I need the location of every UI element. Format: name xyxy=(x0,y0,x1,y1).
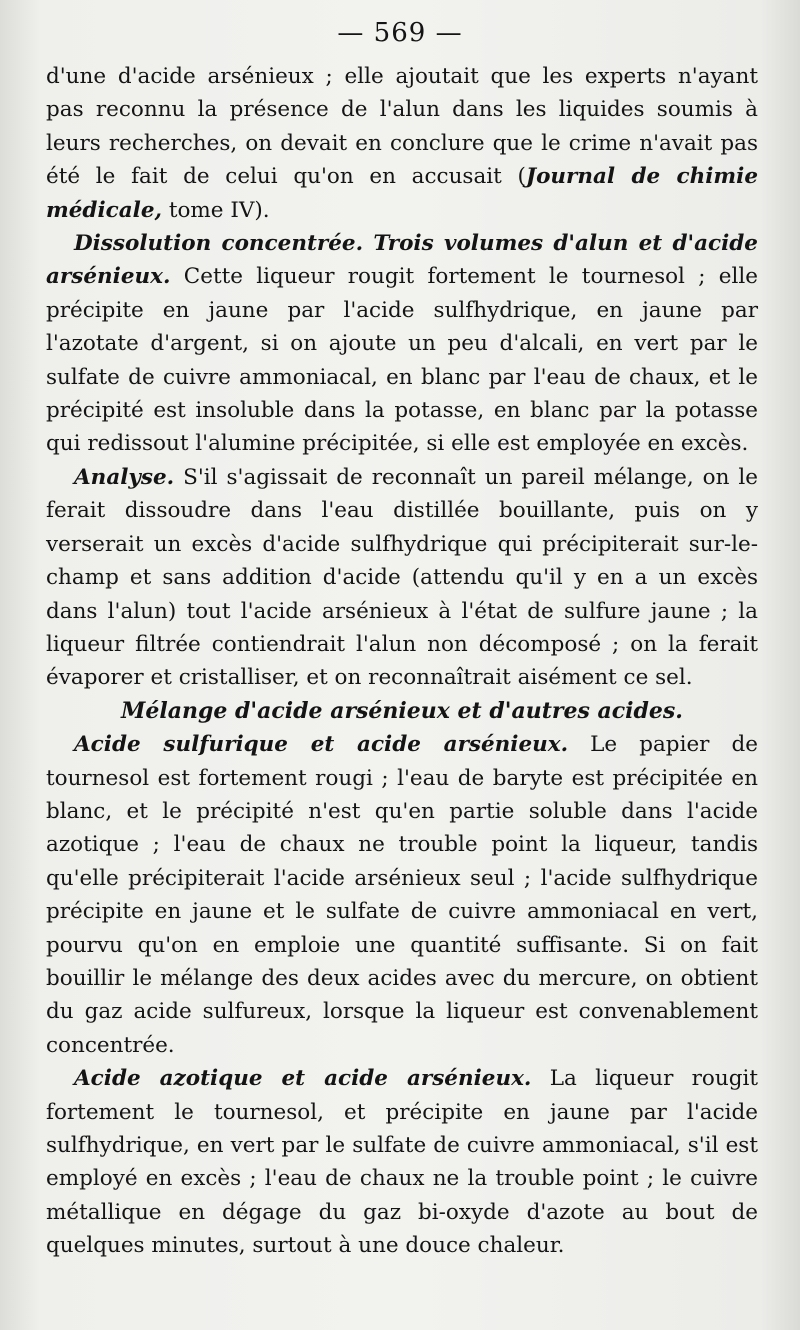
paragraph-heading: Acide sulfurique et acide arsénieux. xyxy=(74,732,569,758)
paragraph-heading: Dissolution concentrée. Trois volumes d'alun et d'acide arsénieux. xyxy=(46,231,758,290)
paragraph-sulfurique xyxy=(46,728,758,1062)
paragraph-text-end: tome IV). xyxy=(161,197,270,223)
paragraph-analyse xyxy=(46,461,758,695)
paragraph-dissolution xyxy=(46,227,758,461)
paragraph-text: d'une d'acide arsénieux ; elle ajoutait que les experts n'ayant pas reconnu la présence de l'alun dans les liquides soumis à leurs recherches, on devait en conclure que le crime n'avait pas été le fait de celui qu'on en accusait ( xyxy=(46,64,758,190)
paragraph-continuation xyxy=(46,60,758,227)
section-title: Mélange d'acide arsénieux et d'autres acides. xyxy=(121,697,683,724)
paragraph-heading: Acide azotique et acide arsénieux. xyxy=(74,1066,532,1092)
paragraph-azotique xyxy=(46,1062,758,1262)
page-body xyxy=(46,60,758,1263)
paragraph-text: S'il s'agissait de reconnaît un pareil mélange, on le ferait dissoudre dans l'eau distillée bouillante, puis on y verserait un excès d'acide sulfhydrique qui précipiterait sur-le-champ et sans addition d'acide (attendu qu'il y en a un excès dans l'alun) tout l'acide arsénieux à l'état de sulfure jaune ; la liqueur filtrée contiendrait l'alun non décomposé ; on la ferait évaporer et cristalliser, et on reconnaîtrait aisément ce sel. xyxy=(46,464,758,691)
page-number: — 569 — xyxy=(337,18,463,48)
paragraph-text: Cette liqueur rougit fortement le tournesol ; elle précipite en jaune par l'acide sulfhydrique, en jaune par l'azotate d'argent, si on ajoute un peu d'alcali, en vert par le sulfate de cuivre ammoniacal, en blanc par l'eau de chaux, et le précipité est insoluble dans la potasse, en blanc par la potasse qui redissout l'alumine précipitée, si elle est employée en excès. xyxy=(46,264,758,457)
paragraph-text: La liqueur rougit fortement le tournesol, et précipite en jaune par l'acide sulfhydrique, en vert par le sulfate de cuivre ammoniacal, s'il est employé en excès ; l'eau de chaux ne la trouble point ; le cuivre métallique en dégage du gaz bi-oxyde d'azote au bout de quelques minutes, surtout à une douce chaleur. xyxy=(46,1066,759,1259)
journal-citation: Journal de chimie médicale, xyxy=(46,164,759,223)
paragraph-heading: Analyse. xyxy=(74,464,175,490)
paragraph-text: Le papier de tournesol est fortement rougi ; l'eau de baryte est précipitée en blanc, et le précipité n'est qu'en partie soluble dans l'acide azotique ; l'eau de chaux ne trouble point la liqueur, tandis qu'elle précipiterait l'acide arsénieux seul ; l'acide sulfhydrique précipite en jaune et le sulfate de cuivre ammoniacal en vert, pourvu qu'on en emploie une quantité suffisante. Si on fait bouillir le mélange des deux acides avec du mercure, on obtient du gaz acide sulfureux, lorsque la liqueur est convenablement concentrée. xyxy=(46,732,758,1058)
